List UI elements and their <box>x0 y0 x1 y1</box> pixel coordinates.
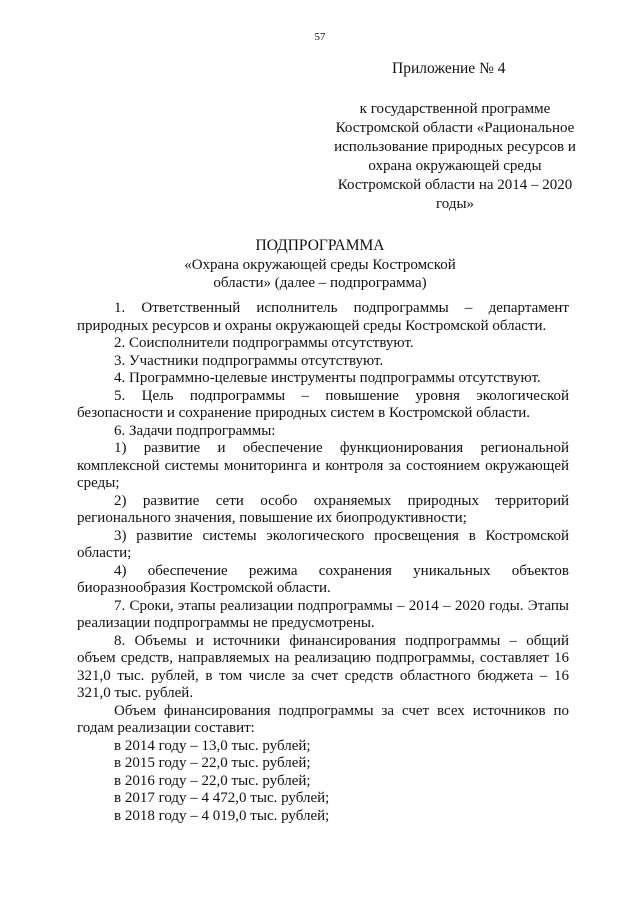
body-text <box>77 300 569 825</box>
paragraph-instruments: 4. Программно-целевые инструменты подпрограммы отсутствуют. <box>114 370 541 386</box>
paragraph-task-3: 3) развитие системы экологического просвещения в Костромской области; <box>77 527 569 561</box>
paragraph-terms: 7. Сроки, этапы реализации подпрограммы – 2014 – 2020 годы. Этапы реализации подпрограммы не предусмотрены. <box>77 597 569 631</box>
paragraph-task-1: 1) развитие и обеспечение функционирования региональной комплексной системы мониторинга и контроля за состоянием окружающей среды; <box>77 440 569 491</box>
subprogram-subtitle: «Охрана окружающей среды Костромской области» (далее – подпрограмма) <box>184 257 456 291</box>
paragraph-task-2: 2) развитие сети особо охраняемых природных территорий регионального значения, повышение их биопродуктивности; <box>77 492 569 526</box>
appendix-reference: к государственной программе Костромской области «Рациональное использование природных ресурсов и охрана окружающей среды Костромской области на 2014 – 2020 годы» <box>334 101 576 212</box>
page-number: 57 <box>314 31 326 43</box>
paragraph-goal: 5. Цель подпрограммы – повышение уровня экологической безопасности и сохранение природных систем в Костромской области. <box>77 387 569 421</box>
list-item-2018: в 2018 году – 4 019,0 тыс. рублей; <box>114 807 330 824</box>
subprogram-heading: ПОДПРОГРАММА <box>255 237 385 254</box>
paragraph-task-4: 4) обеспечение режима сохранения уникальных объектов биоразнообразия Костромской области. <box>77 562 569 596</box>
paragraph-financing: 8. Объемы и источники финансирования подпрограммы – общий объем средств, направляемых на реализацию подпрограммы, составляет 16 321,0 тыс. рублей, в том числе за счет средств областного бюджета – 16 321,0 тыс. рублей. <box>77 632 569 701</box>
paragraph-tasks-heading: 6. Задачи подпрограммы: <box>114 422 276 439</box>
list-item-2015: в 2015 году – 22,0 тыс. рублей; <box>114 755 311 771</box>
paragraph-participants: 3. Участники подпрограммы отсутствуют. <box>114 352 384 369</box>
paragraph-co-executors: 2. Соисполнители подпрограммы отсутствуют. <box>114 335 414 351</box>
list-item-2017: в 2017 году – 4 472,0 тыс. рублей; <box>114 790 330 806</box>
list-item-2014: в 2014 году – 13,0 тыс. рублей; <box>114 737 311 754</box>
paragraph-responsible-executor: 1. Ответственный исполнитель подпрограммы – департамент природных ресурсов и охраны окружающей среды Костромской области. <box>77 300 569 334</box>
list-item-2016: в 2016 году – 22,0 тыс. рублей; <box>114 772 311 789</box>
paragraph-financing-by-year: Объем финансирования подпрограммы за счет всех источников по годам реализации составит: <box>77 702 569 736</box>
appendix-title: Приложение № 4 <box>392 60 506 77</box>
